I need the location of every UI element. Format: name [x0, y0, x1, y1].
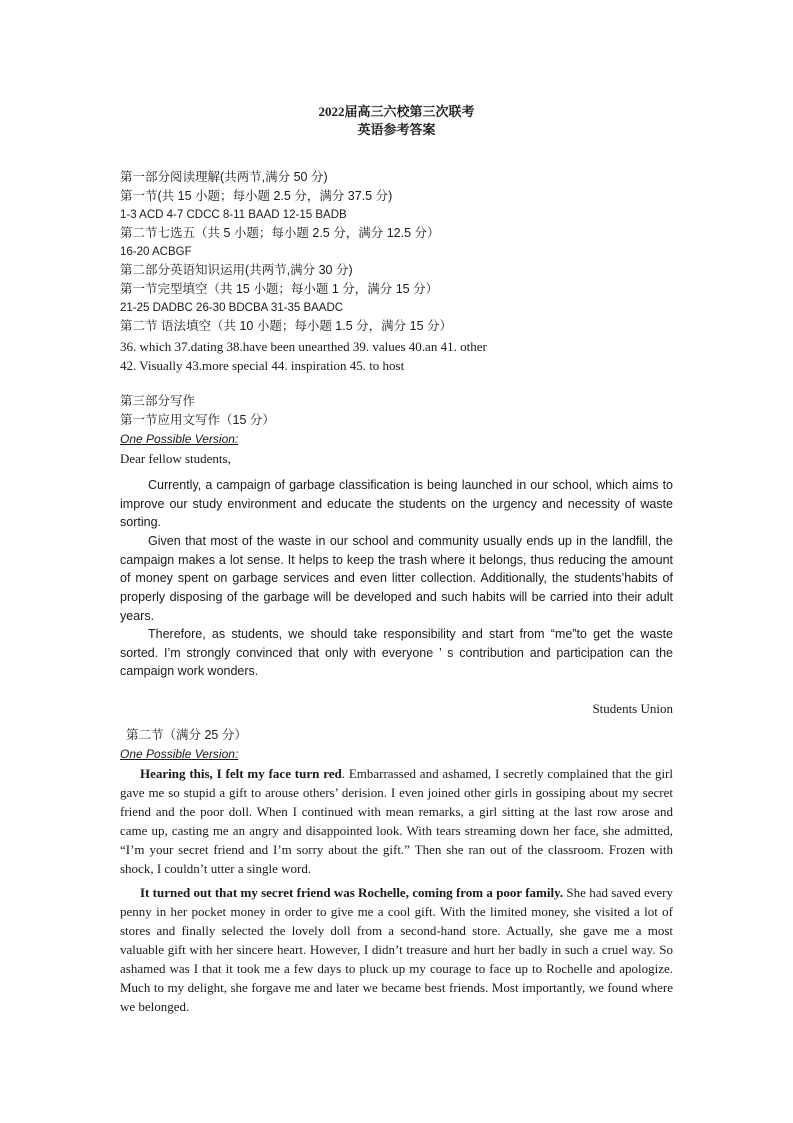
story-paragraph-2-lead: It turned out that my secret friend was Rochelle, coming from a poor family.	[140, 885, 564, 900]
story-paragraph-1-body: . Embarrassed and ashamed, I secretly complained that the girl gave me so stupid a gift to arouse others’ derision. I even joined other girls in gossiping about my secret friend and the poor doll. When I continued with mean remarks, a girl sitting at the last row arose and came up, casting me an angry and disappointed look. With tears streaming down her face, she admitted, “I’m your secret friend and I’m sorry about the gift.” Then she ran out of the classroom. Frozen with shock, I couldn’t utter a single word.	[120, 766, 673, 876]
part2-heading: 第二部分英语知识运用(共两节,满分 30 分)	[120, 263, 353, 277]
part3-sec2-heading: 第二节（满分 25 分）	[126, 728, 247, 742]
letter-paragraph-1: Currently, a campaign of garbage classification is being launched in our school, which aims to improve our study environment and educate the students on the urgency and necessity of waste sorting.	[120, 478, 673, 530]
part2-sec1-heading: 第一节完型填空（共 15 小题；每小题 1 分，满分 15 分）	[120, 282, 439, 296]
part1-heading: 第一部分阅读理解(共两节,满分 50 分)	[120, 170, 328, 184]
exam-subtitle: 英语参考答案	[357, 122, 436, 137]
story-paragraph-1	[120, 764, 673, 878]
part1-sec2-answers: 16-20 ACBGF	[120, 246, 192, 258]
exam-title: 2022届高三六校第三次联考	[318, 104, 475, 119]
letter-paragraph-3: Therefore, as students, we should take responsibility and start from “me”to get the waste sorted. I’m strongly convinced that only with everyone ’ s contribution and participation can the campaign work wonders.	[120, 627, 673, 679]
story-paragraph-1-lead: Hearing this, I felt my face turn red	[140, 766, 342, 781]
sec2-version-label: One Possible Version:	[120, 747, 239, 761]
part2-sec2-heading: 第二节 语法填空（共 10 小题；每小题 1.5 分，满分 15 分）	[120, 319, 452, 333]
part1-sec1-answers: 1-3 ACD 4-7 CDCC 8-11 BAAD 12-15 BADB	[120, 209, 347, 221]
part2-sec2-answers-line2: 42. Visually 43.more special 44. inspiration 45. to host	[120, 358, 405, 373]
version-label: One Possible Version:	[120, 432, 239, 446]
part1-sec1-heading: 第一节(共 15 小题；每小题 2.5 分，满分 37.5 分)	[120, 189, 393, 203]
letter-signature: Students Union	[592, 701, 673, 716]
letter-paragraph-2: Given that most of the waste in our school and community usually ends up in the landfill, the campaign makes a lot sense. It helps to keep the trash where it belongs, thus reducing the amount of money spent on garbage services and even litter collection. Additionally, the students’habits of properly disposing of the garbage will be developed and such habits will be carried into their adult years.	[120, 534, 673, 623]
part1-sec2-heading: 第二节七选五（共 5 小题；每小题 2.5 分，满分 12.5 分）	[120, 226, 440, 240]
part3-heading: 第三部分写作	[120, 394, 196, 408]
part3-sec1-heading: 第一节应用文写作（15 分）	[120, 413, 275, 427]
story-paragraph-2	[120, 883, 673, 1016]
part2-sec2-answers-line1: 36. which 37.dating 38.have been unearthed 39. values 40.an 41. other	[120, 339, 487, 354]
story-paragraph-2-body: She had saved every penny in her pocket money in order to give me a cool gift. With the limited money, she visited a lot of stores and finally selected the lovely doll from a second-hand store. Actually, she gave me a most valuable gift with her sincere heart. However, I didn’t treasure and hurt her badly in such a cruel way. So ashamed was I that it took me a few days to pluck up my courage to face up to Rochelle and apologize. Much to my delight, she forgave me and later we became best friends. Most importantly, we found where we belonged.	[120, 885, 673, 1014]
part2-sec1-answers: 21-25 DADBC 26-30 BDCBA 31-35 BAADC	[120, 302, 344, 314]
letter-greeting: Dear fellow students,	[120, 451, 231, 466]
